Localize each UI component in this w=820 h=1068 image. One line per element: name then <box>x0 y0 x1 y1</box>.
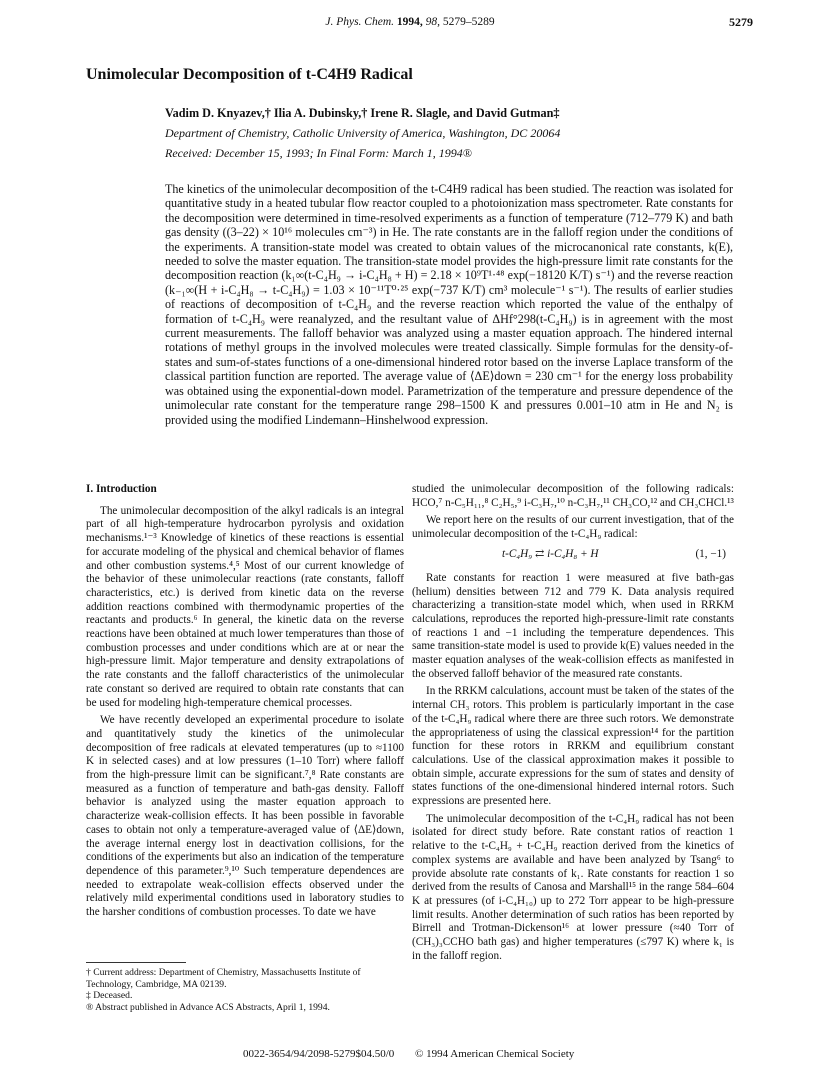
journal-year: 1994, <box>396 16 423 28</box>
right-column <box>412 483 734 968</box>
section-heading: I. Introduction <box>86 483 157 495</box>
reaction-equation <box>412 546 734 566</box>
copyright: © 1994 American Chemical Society <box>415 1048 575 1060</box>
report-paragraph: We report here on the results of our current investigation, that of the unimolecular decomposition of the t-C₄H₉ radical: <box>412 514 734 541</box>
journal-pages: 5279–5289 <box>442 16 495 28</box>
footnote-current-address: † Current address: Department of Chemistry, Massachusetts Institute of Technology, Cambridge, MA 02139. <box>86 967 361 990</box>
body-paragraph-3: The unimolecular decomposition of the t-C₄H₉ radical has not been isolated for direct study before. Rate constant ratios of reaction 1 relative to the t-C₄H₉ + t-C₄H₉ reaction derived from the kinetics of complex systems are available and have been analyzed by Tsang⁶ to provide absolute rate constants of k₁. Rate constants for reaction 1 so derived from the results of Canosa and Marshall¹⁵ in the range 584–604 K at pressures (of i-C₄H₁₀) up to 272 Torr appear to be high-pressure limit results. Another determination of such ratios has been reported by Birrell and Trotman-Dickenson¹⁶ at lower pressure (≈40 Torr of (CH₃)₃CCHO bath gas) and higher temperatures (≤797 K) where k₁ is in the falloff region. <box>412 812 734 962</box>
intro-continuation: studied the unimolecular decomposition of the following radicals: HCO,⁷ n-C₅H₁₁,⁸ C₂H₅,⁹ i-C₃H₇,¹⁰ n-C₃H₇,¹¹ CH₃CO,¹² and CH₃CHCl.¹³ <box>412 483 734 509</box>
journal-citation <box>0 16 820 28</box>
paper-title: Unimolecular Decomposition of t-C4H9 Radical <box>86 66 413 83</box>
body-paragraph-1: Rate constants for reaction 1 were measured at five bath-gas (helium) densities between 712 and 779 K. Data analysis required characterizing a transition-state model which, when used in RRKM calculations, reproduces the reported high-pressure-limit rate constants of reactions 1 and −1 including the temperature dependences. This same transition-state model is used to provide k(E) values needed in the master equation analyses of the weak-collision effects as manifested in the observed falloff behavior of the measured rate constants. <box>412 571 734 680</box>
affiliation: Department of Chemistry, Catholic University of America, Washington, DC 20064 <box>165 126 561 140</box>
left-column <box>86 483 404 924</box>
body-paragraph-2: In the RRKM calculations, account must be taken of the states of the internal CH₃ rotors. This problem is particularly important in the case of the t-C₄H₉ radical where there are three such rotors. We demonstrate the appropriateness of using the classical expression¹⁴ for the partition function for these rotors in RRKM and equilibrium constant calculations. Use of the classical approximation makes it possible to obtain simple, accurate expressions for the sum of states and density of states functions of the one-dimensional hindered internal rotors. Such expressions are presented here. <box>412 685 734 808</box>
page-number: 5279 <box>729 15 753 29</box>
intro-paragraph-2: We have recently developed an experimental procedure to isolate and quantitatively study the kinetics of the unimolecular decomposition of free radicals at elevated temperatures (up to ≈1100 K in selected cases) and at low pressures (1–10 Torr) where falloff from the high-pressure limit can be significant.⁷,⁸ Rate constants are measured as a function of temperature and bath-gas density. Falloff behavior is analyzed using the master equation approach to characterize weak-collision effects. It has been possible in favorable cases to obtain not only a temperature-averaged value of ⟨ΔE⟩down, the average internal energy lost in deactivation collisions, for the conditions of the experiments but also an indication of the temperature dependence of this parameter.⁹,¹⁰ Such temperature dependences are needed to extrapolate weak-collision effects observed under the relatively mild experimental conditions used in laboratory studies to the harsher conditions of combustion processes. To date we have <box>86 714 404 919</box>
footnotes <box>86 967 404 1013</box>
received-dates: Received: December 15, 1993; In Final Form: March 1, 1994® <box>165 146 472 160</box>
journal-volume: 98, <box>425 16 441 28</box>
footnote-deceased: ‡ Deceased. <box>86 990 133 1002</box>
author-list: Vadim D. Knyazev,† Ilia A. Dubinsky,† Irene R. Slagle, and David Gutman‡ <box>165 106 560 120</box>
footnote-abstract-published: ® Abstract published in Advance ACS Abstracts, April 1, 1994. <box>86 1001 330 1013</box>
running-header <box>0 14 820 34</box>
issn-code: 0022-3654/94/2098-5279$04.50/0 <box>243 1048 395 1060</box>
abstract: The kinetics of the unimolecular decomposition of the t-C4H9 radical has been studied. The reaction was isolated for quantitative study in a heated tubular flow reactor coupled to a photoionization mass spectrometer. Rate constants for the decomposition were determined in time-resolved experiments as a function of temperature (712–779 K) and bath gas density ((3–22) × 10¹⁶ molecules cm⁻³) in He. The rate constants are in the falloff region under the conditions of the experiments. A transition-state model was created to obtain values of the microcanonical rate constants, k(E), needed to solve the master equation. The transition-state model provides the high-pressure limit rate constants for the decomposition reaction (k₁∞(t-C₄H₉ → i-C₄H₈ + H) = 2.18 × 10⁹T¹·⁴⁸ exp(−18120 K/T) s⁻¹) and the reverse reaction (k₋₁∞(H + i-C₄H₈ → t-C₄H₉) = 1.03 × 10⁻¹¹T⁰·²⁵ exp(−737 K/T) cm³ molecule⁻¹ s⁻¹). The results of earlier studies of reactions of decomposition of t-C₄H₉ and the reverse reaction which reported the value of the enthalpy of formation of t-C₄H₉ were reanalyzed, and the resultant value of ΔHf°298(t-C₄H₉) is in agreement with the most current measurements. The falloff behavior was analyzed using a master equation approach. The hindered internal rotations of methyl groups in the involved molecules were treated classically. Simple formulas for the density-of-states and sum-of-states functions of a one-dimensional hindered rotor based on the inverse Laplace transform of the classical partition function are reported. The average value of ⟨ΔE⟩down = 230 cm⁻¹ for the energy loss probability was obtained using the exponential-down model. Parametrization of the temperature and pressure dependence of the unimolecular rate constant for the temperature range 298–1500 K and pressures 0.001–10 atm in He and N₂ is provided using the modified Lindemann–Hinshelwood expression. <box>165 182 733 427</box>
intro-paragraph-1: The unimolecular decomposition of the alkyl radicals is an integral part of all high-temperature hydrocarbon pyrolysis and oxidation mechanisms.¹⁻³ Knowledge of kinetics of these reactions is essential for accurate modeling of the physical and chemical behavior of flames and other combustion systems.⁴,⁵ Most of our current knowledge of the behavior of these unimolecular reactions (rate constants, falloff characteristics, etc.) is derived from kinetic data on the reverse addition reactions combined with thermodynamic properties of the reactants and products.⁶ In general, the kinetic data on the reverse reactions have been obtained at much lower temperatures than those of combustion processes and under conditions which are at or near the high-pressure limit. Major temperature and density extrapolations of the rate constants and the falloff characteristics of the unimolecular rate constant so derived are required to obtain rate constants that can be used for modeling high-temperature chemical processes. <box>86 504 404 709</box>
footnote-rule <box>86 962 186 963</box>
journal-name: J. Phys. Chem. <box>325 16 395 28</box>
equation-number: (1, −1) <box>695 547 726 560</box>
equation-text: t-C₄H₉ ⇄ i-C₄H₈ + H <box>502 547 599 560</box>
